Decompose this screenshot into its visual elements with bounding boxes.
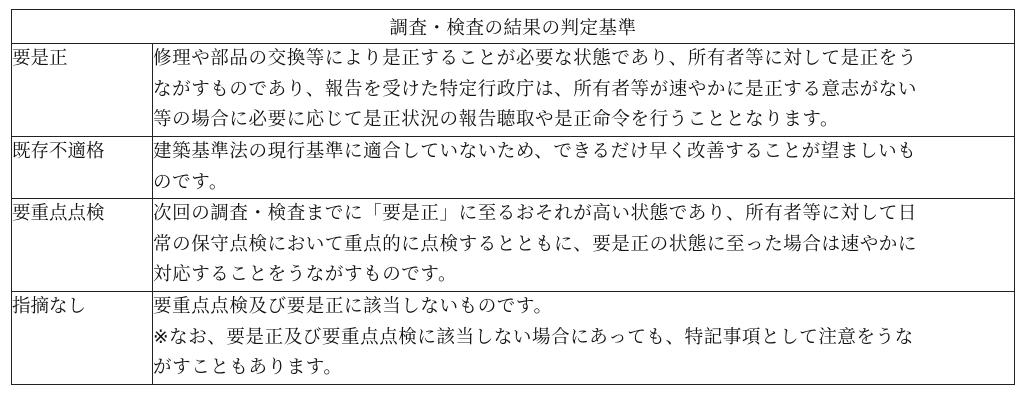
description-line: ※なお、要是正及び要重点点検に該当しない場合にあっても、特記事項として注意をうな bbox=[153, 326, 914, 348]
row-label: 要是正 bbox=[12, 44, 153, 137]
description-line: ながすものであり、報告を受けた特定行政庁は、所有者等が速やかに是正する意志がない bbox=[153, 78, 918, 100]
table-row-no-findings bbox=[12, 292, 1015, 385]
row-description bbox=[153, 199, 1015, 292]
row-description bbox=[153, 292, 1015, 385]
description-line: 常の保守点検において重点的に点検するとともに、要是正の状態に至った場合は速やかに bbox=[153, 233, 918, 255]
row-label: 既存不適格 bbox=[12, 137, 153, 199]
description-line: 要重点点検及び要是正に該当しないものです。 bbox=[153, 296, 553, 317]
table-row-existing-nonconforming bbox=[12, 137, 1015, 199]
description-line: がすこともあります。 bbox=[153, 357, 343, 378]
row-description bbox=[153, 44, 1015, 137]
description-line: 対応することをうながすものです。 bbox=[153, 264, 458, 285]
description-line: 建築基準法の現行基準に適合していないため、できるだけ早く改善することが望ましいも bbox=[153, 141, 917, 162]
judgment-criteria-table bbox=[11, 9, 1015, 385]
row-label: 要重点点検 bbox=[12, 199, 153, 292]
description-line: のです。 bbox=[153, 171, 228, 193]
description-line: 等の場合に必要に応じて是正状況の報告聴取や是正命令を行うこととなります。 bbox=[153, 109, 840, 130]
row-description bbox=[153, 137, 1015, 199]
description-line: 修理や部品の交換等により是正することが必要な状態であり、所有者等に対して是正をう bbox=[153, 48, 918, 69]
table-heading: 調査・検査の結果の判定基準 bbox=[12, 10, 1015, 44]
description-line: 次回の調査・検査までに「要是正」に至るおそれが高い状態であり、所有者等に対して日 bbox=[153, 203, 918, 224]
cropped-text-fragment bbox=[40, 0, 340, 3]
row-label: 指摘なし bbox=[12, 292, 153, 385]
table-row-priority-inspection bbox=[12, 199, 1015, 292]
table-row-correction-required bbox=[12, 44, 1015, 137]
